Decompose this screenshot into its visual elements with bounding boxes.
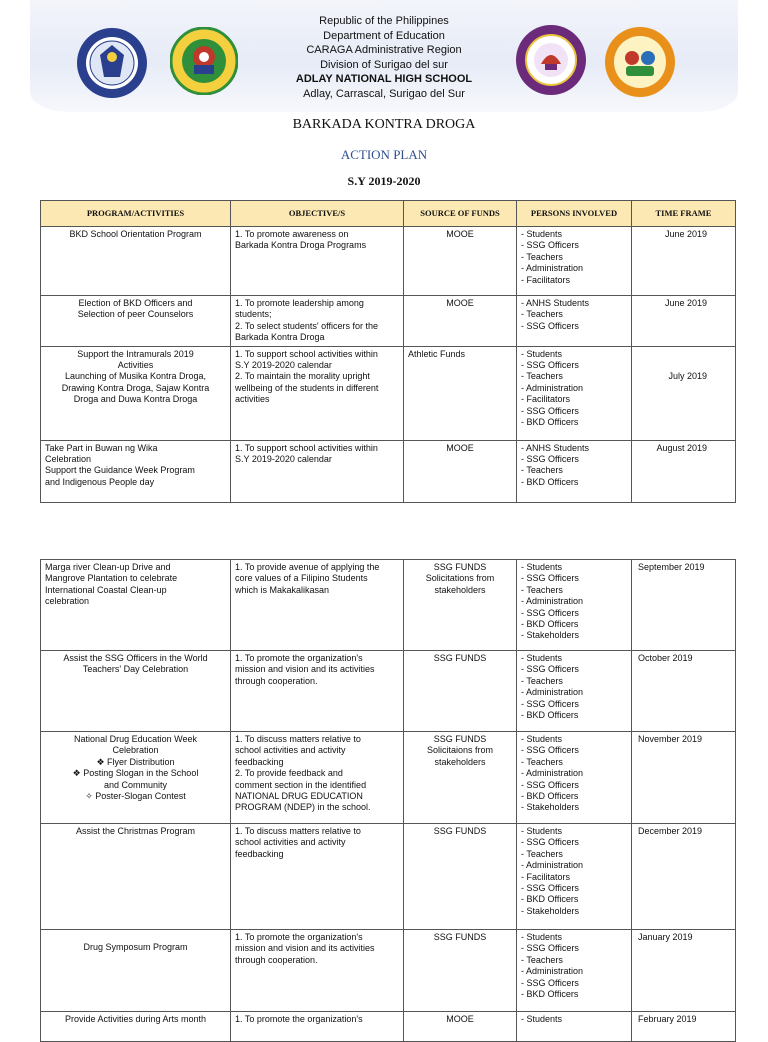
objective-text: NATIONAL DRUG EDUCATION (235, 791, 363, 802)
table-row (41, 1012, 736, 1042)
objective-text: 1. To promote the organization's (235, 932, 363, 942)
objective-text: which is Makakalikasan (235, 584, 330, 595)
program-cell (41, 732, 231, 824)
program-cell (41, 1012, 231, 1042)
person-item: - Students (521, 1014, 627, 1025)
objective-text: mission and vision and its activities (235, 943, 375, 954)
objective-text: 2. To provide feedback and (235, 768, 343, 779)
objective-text: feedbacking (235, 848, 284, 859)
funds-cell (404, 560, 517, 651)
funds-text: SSG FUNDS (433, 932, 487, 942)
person-item: - BKD Officers (521, 417, 627, 428)
person-item: - SSG Officers (521, 780, 627, 791)
program-text: Marga river Clean-up Drive and (45, 562, 171, 572)
time-frame-cell: December 2019 (632, 824, 736, 930)
objective-cell (231, 296, 404, 347)
person-item: - Facilitators (521, 394, 627, 405)
person-item: - Teachers (521, 371, 627, 382)
objective-text: 1. To provide avenue of applying the (235, 562, 380, 572)
program-text: Election of BKD Officers and (78, 298, 193, 308)
person-item: - Teachers (521, 955, 627, 966)
persons-cell (517, 560, 632, 651)
person-item: - Administration (521, 768, 627, 779)
objective-text: mission and vision and its activities (235, 664, 375, 675)
objective-text: core values of a Filipino Students (235, 573, 368, 584)
person-item: - Administration (521, 596, 627, 607)
funds-text: MOOE (446, 298, 474, 308)
objective-text: Barkada Kontra Droga (235, 332, 325, 343)
funds-text: SSG FUNDS (433, 826, 487, 836)
table-row (41, 346, 736, 440)
objective-text: Barkada Kontra Droga Programs (235, 240, 367, 251)
objective-text: 1. To discuss matters relative to (235, 826, 361, 836)
person-item: - Teachers (521, 252, 627, 263)
person-item: - Stakeholders (521, 906, 627, 917)
persons-list (521, 298, 627, 332)
objective-text: 1. To promote the organization's (235, 1014, 363, 1024)
sub-item: and Community (103, 779, 168, 790)
table-row (41, 440, 736, 502)
objective-text: 1. To promote the organization's (235, 653, 363, 663)
person-item: - Students (521, 229, 627, 240)
person-item: - SSG Officers (521, 360, 627, 371)
person-item: - Administration (521, 966, 627, 977)
program-text: Celebration (112, 745, 159, 756)
persons-list (521, 826, 627, 917)
persons-list (521, 734, 627, 814)
program-cell (41, 560, 231, 651)
program-cell (41, 346, 231, 440)
table-row (41, 296, 736, 347)
program-text: Support the Intramurals 2019 (77, 348, 194, 359)
program-text: Provide Activities during Arts month (64, 1014, 207, 1024)
school-year: S.Y 2019-2020 (347, 174, 421, 188)
funds-text: MOOE (446, 1014, 474, 1024)
person-item: - SSG Officers (521, 943, 627, 954)
header-text (0, 14, 768, 102)
objective-cell (231, 930, 404, 1012)
sub-item: ❖ Posting Slogan in the School (72, 768, 199, 779)
program-text: Drawing Kontra Droga, Sajaw Kontra (61, 382, 210, 393)
person-item: - Students (521, 734, 627, 745)
persons-cell (517, 346, 632, 440)
program-text: Selection of peer Counselors (77, 309, 194, 320)
person-item: - BKD Officers (521, 989, 627, 1000)
funds-cell (404, 1012, 517, 1042)
persons-cell (517, 824, 632, 930)
time-frame-cell: August 2019 (632, 440, 736, 502)
objective-text: 1. To promote leadership among (235, 298, 364, 308)
funds-cell (404, 930, 517, 1012)
time-frame-cell: June 2019 (632, 296, 736, 347)
program-cell (41, 296, 231, 347)
time-frame-cell: June 2019 (632, 227, 736, 296)
person-item: - SSG Officers (521, 699, 627, 710)
persons-list (521, 932, 627, 1000)
funds-text: stakeholders (434, 756, 486, 767)
program-text: Assist the SSG Officers in the World (63, 653, 208, 663)
persons-cell (517, 296, 632, 347)
column-header: TIME FRAME (632, 201, 736, 227)
persons-cell (517, 651, 632, 732)
table-row (41, 651, 736, 732)
header-line: Republic of the Philippines (319, 15, 449, 27)
funds-text: MOOE (446, 229, 474, 239)
funds-text: stakeholders (434, 584, 486, 595)
person-item: - Administration (521, 860, 627, 871)
persons-cell (517, 1012, 632, 1042)
table-row (41, 227, 736, 296)
time-frame-cell: November 2019 (632, 732, 736, 824)
funds-text: Athletic Funds (408, 348, 466, 359)
person-item: - SSG Officers (521, 978, 627, 989)
persons-cell (517, 930, 632, 1012)
time-frame-cell: January 2019 (632, 930, 736, 1012)
program-cell (41, 824, 231, 930)
program-text: Activities (117, 360, 154, 371)
person-item: - Administration (521, 687, 627, 698)
objective-text: activities (235, 394, 270, 405)
funds-cell (404, 296, 517, 347)
program-text: Take Part in Buwan ng Wika (45, 442, 158, 453)
header-line: Division of Surigao del sur (320, 58, 448, 71)
objective-text: through cooperation. (235, 954, 318, 965)
objective-cell (231, 346, 404, 440)
objective-cell (231, 824, 404, 930)
funds-cell (404, 440, 517, 502)
person-item: - Students (521, 562, 627, 573)
person-item: - SSG Officers (521, 608, 627, 619)
objective-text: school activities and activity (235, 837, 346, 848)
person-item: - BKD Officers (521, 710, 627, 721)
person-item: - SSG Officers (521, 883, 627, 894)
person-item: - SSG Officers (521, 406, 627, 417)
objective-text: 2. To select students' officers for the (235, 320, 378, 331)
person-item: - SSG Officers (521, 240, 627, 251)
funds-text: SSG FUNDS (433, 562, 487, 572)
program-text: Drug Symposum Program (83, 942, 188, 952)
objective-text: 1. To promote awareness on (235, 229, 349, 239)
funds-text: MOOE (446, 442, 474, 453)
column-header: SOURCE OF FUNDS (404, 201, 517, 227)
program-text: Teachers' Day Celebration (82, 664, 189, 675)
sub-item: ✧ Poster-Slogan Contest (85, 791, 186, 802)
person-item: - Teachers (521, 849, 627, 860)
person-item: - Administration (521, 263, 627, 274)
person-item: - Teachers (521, 676, 627, 687)
person-item: - BKD Officers (521, 894, 627, 905)
program-text: Celebration (45, 454, 92, 465)
plan-title: ACTION PLAN (340, 147, 428, 162)
person-item: - ANHS Students (521, 298, 627, 309)
person-item: - Administration (521, 383, 627, 394)
objective-text: 1. To support school activities within (235, 348, 378, 359)
objective-cell (231, 651, 404, 732)
objective-cell (231, 227, 404, 296)
persons-list (521, 229, 627, 286)
funds-cell (404, 346, 517, 440)
persons-cell (517, 440, 632, 502)
time-frame-cell: February 2019 (632, 1012, 736, 1042)
time-frame-cell: October 2019 (632, 651, 736, 732)
person-item: - Teachers (521, 585, 627, 596)
funds-cell (404, 824, 517, 930)
person-item: - Students (521, 932, 627, 943)
objective-cell (231, 560, 404, 651)
person-item: - SSG Officers (521, 745, 627, 756)
sub-item-list (45, 757, 226, 803)
person-item: - SSG Officers (521, 454, 627, 465)
objective-text: 1. To discuss matters relative to (235, 734, 361, 744)
person-item: - BKD Officers (521, 477, 627, 488)
program-text: BKD School Orientation Program (69, 229, 202, 239)
time-frame-cell: September 2019 (632, 560, 736, 651)
objective-text: students; (235, 309, 272, 320)
persons-list (521, 349, 627, 429)
persons-list (521, 653, 627, 721)
program-cell (41, 227, 231, 296)
program-text: Mangrove Plantation to celebrate (45, 573, 178, 584)
program-cell (41, 440, 231, 502)
person-item: - SSG Officers (521, 664, 627, 675)
objective-cell (231, 440, 404, 502)
program-text: National Drug Education Week (74, 734, 197, 744)
person-item: - Facilitators (521, 872, 627, 883)
persons-list (521, 443, 627, 489)
school-name: ADLAY NATIONAL HIGH SCHOOL (295, 73, 473, 86)
person-item: - Students (521, 826, 627, 837)
program-text: Support the Guidance Week Program (45, 465, 195, 476)
program-cell (41, 651, 231, 732)
objective-text: wellbeing of the students in different (235, 382, 379, 393)
funds-text: Solicitations from (425, 573, 495, 584)
action-plan-table-continued (40, 559, 736, 1042)
objective-text: school activities and activity (235, 745, 346, 756)
funds-cell (404, 227, 517, 296)
program-title: BARKADA KONTRA DROGA (292, 117, 476, 132)
funds-cell (404, 732, 517, 824)
objective-text: S.Y 2019-2020 calendar (235, 360, 332, 371)
objective-cell (231, 732, 404, 824)
action-plan-table (40, 200, 736, 503)
funds-text: SSG FUNDS (433, 734, 487, 744)
person-item: - Stakeholders (521, 630, 627, 641)
objective-cell (231, 1012, 404, 1042)
person-item: - Teachers (521, 757, 627, 768)
program-text: Droga and Duwa Kontra Droga (73, 394, 198, 405)
person-item: - Students (521, 653, 627, 664)
table-row (41, 732, 736, 824)
objective-text: 1. To support school activities within (235, 442, 378, 453)
persons-cell (517, 732, 632, 824)
objective-text: comment section in the identified (235, 779, 367, 790)
person-item: - Teachers (521, 465, 627, 476)
sub-item: ❖ Flyer Distribution (96, 756, 175, 767)
person-item: - BKD Officers (521, 619, 627, 630)
person-item: - ANHS Students (521, 443, 627, 454)
table-row (41, 824, 736, 930)
objective-text: through cooperation. (235, 675, 318, 686)
person-item: - Teachers (521, 309, 627, 320)
funds-cell (404, 651, 517, 732)
program-text: International Coastal Clean-up (45, 584, 167, 595)
school-address: Adlay, Carrascal, Surigao del Sur (303, 87, 465, 100)
program-text: Launching of Musika Kontra Droga, (64, 371, 207, 382)
person-item: - SSG Officers (521, 321, 627, 332)
objective-text: 2. To maintain the morality upright (235, 371, 370, 382)
objective-text: S.Y 2019-2020 calendar (235, 454, 332, 465)
time-frame-cell: July 2019 (632, 346, 736, 440)
program-text: celebration (45, 596, 90, 607)
person-item: - Stakeholders (521, 802, 627, 813)
column-header: OBJECTIVE/S (231, 201, 404, 227)
column-header: PERSONS INVOLVED (517, 201, 632, 227)
person-item: - Students (521, 349, 627, 360)
person-item: - BKD Officers (521, 791, 627, 802)
program-text: and Indigenous People day (45, 476, 155, 487)
header-line: CARAGA Administrative Region (306, 44, 462, 57)
program-text: Assist the Christmas Program (75, 826, 196, 836)
funds-text: Solicitaions from (426, 745, 494, 756)
program-cell (41, 930, 231, 1012)
table-row (41, 930, 736, 1012)
funds-text: SSG FUNDS (433, 653, 487, 663)
persons-cell (517, 227, 632, 296)
header-line: Department of Education (323, 29, 445, 42)
column-header: PROGRAM/ACTIVITIES (41, 201, 231, 227)
persons-list (521, 562, 627, 642)
person-item: - SSG Officers (521, 837, 627, 848)
person-item: - Facilitators (521, 275, 627, 286)
objective-text: feedbacking (235, 756, 284, 767)
table-row (41, 560, 736, 651)
objective-text: PROGRAM (NDEP) in the school. (235, 802, 371, 813)
person-item: - SSG Officers (521, 573, 627, 584)
